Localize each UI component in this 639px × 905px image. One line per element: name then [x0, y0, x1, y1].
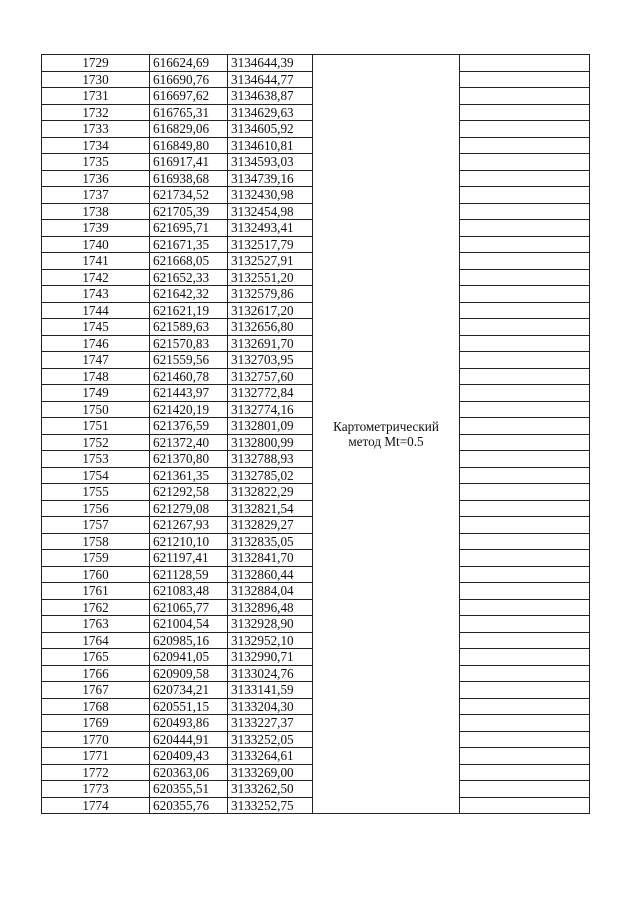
empty-cell — [460, 401, 590, 418]
y-coordinate-cell: 3132772,84 — [228, 385, 313, 402]
y-coordinate-cell: 3134739,16 — [228, 170, 313, 187]
y-coordinate-cell: 3132821,54 — [228, 500, 313, 517]
x-coordinate-cell: 621621,19 — [150, 302, 228, 319]
point-number-cell: 1731 — [42, 88, 150, 105]
empty-cell — [460, 533, 590, 550]
y-coordinate-cell: 3133024,76 — [228, 665, 313, 682]
x-coordinate-cell: 620941,05 — [150, 649, 228, 666]
y-coordinate-cell: 3132517,79 — [228, 236, 313, 253]
y-coordinate-cell: 3134605,92 — [228, 121, 313, 138]
y-coordinate-cell: 3132527,91 — [228, 253, 313, 270]
empty-cell — [460, 797, 590, 814]
x-coordinate-cell: 620355,51 — [150, 781, 228, 798]
x-coordinate-cell: 616849,80 — [150, 137, 228, 154]
empty-cell — [460, 269, 590, 286]
y-coordinate-cell: 3132841,70 — [228, 550, 313, 567]
y-coordinate-cell: 3132757,60 — [228, 368, 313, 385]
x-coordinate-cell: 621705,39 — [150, 203, 228, 220]
x-coordinate-cell: 621083,48 — [150, 583, 228, 600]
y-coordinate-cell: 3133269,00 — [228, 764, 313, 781]
x-coordinate-cell: 620409,43 — [150, 748, 228, 765]
table-row — [42, 55, 590, 72]
y-coordinate-cell: 3132579,86 — [228, 286, 313, 303]
x-coordinate-cell: 621642,32 — [150, 286, 228, 303]
point-number-cell: 1758 — [42, 533, 150, 550]
x-coordinate-cell: 621734,52 — [150, 187, 228, 204]
x-coordinate-cell: 616938,68 — [150, 170, 228, 187]
point-number-cell: 1767 — [42, 682, 150, 699]
point-number-cell: 1729 — [42, 55, 150, 72]
point-number-cell: 1730 — [42, 71, 150, 88]
empty-cell — [460, 418, 590, 435]
point-number-cell: 1749 — [42, 385, 150, 402]
empty-cell — [460, 500, 590, 517]
y-coordinate-cell: 3132617,20 — [228, 302, 313, 319]
y-coordinate-cell: 3132493,41 — [228, 220, 313, 237]
x-coordinate-cell: 616829,06 — [150, 121, 228, 138]
x-coordinate-cell: 616690,76 — [150, 71, 228, 88]
y-coordinate-cell: 3132656,80 — [228, 319, 313, 336]
x-coordinate-cell: 616917,41 — [150, 154, 228, 171]
empty-cell — [460, 484, 590, 501]
y-coordinate-cell: 3134629,63 — [228, 104, 313, 121]
point-number-cell: 1753 — [42, 451, 150, 468]
point-number-cell: 1771 — [42, 748, 150, 765]
method-label: Картометрический метод Mt=0.5 — [333, 419, 439, 449]
y-coordinate-cell: 3133252,05 — [228, 731, 313, 748]
y-coordinate-cell: 3132691,70 — [228, 335, 313, 352]
point-number-cell: 1747 — [42, 352, 150, 369]
y-coordinate-cell: 3133262,50 — [228, 781, 313, 798]
y-coordinate-cell: 3132896,48 — [228, 599, 313, 616]
point-number-cell: 1761 — [42, 583, 150, 600]
empty-cell — [460, 583, 590, 600]
x-coordinate-cell: 616765,31 — [150, 104, 228, 121]
empty-cell — [460, 319, 590, 336]
empty-cell — [460, 550, 590, 567]
y-coordinate-cell: 3134638,87 — [228, 88, 313, 105]
x-coordinate-cell: 620493,86 — [150, 715, 228, 732]
empty-cell — [460, 55, 590, 72]
x-coordinate-cell: 621589,63 — [150, 319, 228, 336]
y-coordinate-cell: 3132860,44 — [228, 566, 313, 583]
x-coordinate-cell: 620909,58 — [150, 665, 228, 682]
method-description-cell — [313, 55, 460, 814]
point-number-cell: 1759 — [42, 550, 150, 567]
point-number-cell: 1772 — [42, 764, 150, 781]
y-coordinate-cell: 3132454,98 — [228, 203, 313, 220]
point-number-cell: 1756 — [42, 500, 150, 517]
x-coordinate-cell: 621279,08 — [150, 500, 228, 517]
coordinates-table — [41, 54, 590, 814]
y-coordinate-cell: 3132800,99 — [228, 434, 313, 451]
point-number-cell: 1746 — [42, 335, 150, 352]
point-number-cell: 1733 — [42, 121, 150, 138]
point-number-cell: 1751 — [42, 418, 150, 435]
y-coordinate-cell: 3134610,81 — [228, 137, 313, 154]
empty-cell — [460, 731, 590, 748]
y-coordinate-cell: 3133204,30 — [228, 698, 313, 715]
x-coordinate-cell: 616624,69 — [150, 55, 228, 72]
point-number-cell: 1773 — [42, 781, 150, 798]
point-number-cell: 1743 — [42, 286, 150, 303]
x-coordinate-cell: 616697,62 — [150, 88, 228, 105]
point-number-cell: 1732 — [42, 104, 150, 121]
point-number-cell: 1739 — [42, 220, 150, 237]
x-coordinate-cell: 621267,93 — [150, 517, 228, 534]
empty-cell — [460, 302, 590, 319]
empty-cell — [460, 286, 590, 303]
y-coordinate-cell: 3132774,16 — [228, 401, 313, 418]
empty-cell — [460, 187, 590, 204]
x-coordinate-cell: 621292,58 — [150, 484, 228, 501]
empty-cell — [460, 467, 590, 484]
x-coordinate-cell: 621065,77 — [150, 599, 228, 616]
y-coordinate-cell: 3134593,03 — [228, 154, 313, 171]
empty-cell — [460, 517, 590, 534]
x-coordinate-cell: 621210,10 — [150, 533, 228, 550]
y-coordinate-cell: 3132430,98 — [228, 187, 313, 204]
y-coordinate-cell: 3132928,90 — [228, 616, 313, 633]
x-coordinate-cell: 621570,83 — [150, 335, 228, 352]
point-number-cell: 1735 — [42, 154, 150, 171]
empty-cell — [460, 451, 590, 468]
x-coordinate-cell: 621671,35 — [150, 236, 228, 253]
point-number-cell: 1742 — [42, 269, 150, 286]
point-number-cell: 1765 — [42, 649, 150, 666]
empty-cell — [460, 649, 590, 666]
point-number-cell: 1752 — [42, 434, 150, 451]
x-coordinate-cell: 620551,15 — [150, 698, 228, 715]
x-coordinate-cell: 620985,16 — [150, 632, 228, 649]
x-coordinate-cell: 620355,76 — [150, 797, 228, 814]
y-coordinate-cell: 3132785,02 — [228, 467, 313, 484]
y-coordinate-cell: 3132788,93 — [228, 451, 313, 468]
x-coordinate-cell: 621420,19 — [150, 401, 228, 418]
empty-cell — [460, 781, 590, 798]
y-coordinate-cell: 3132822,29 — [228, 484, 313, 501]
y-coordinate-cell: 3133227,37 — [228, 715, 313, 732]
empty-cell — [460, 566, 590, 583]
point-number-cell: 1754 — [42, 467, 150, 484]
empty-cell — [460, 616, 590, 633]
empty-cell — [460, 764, 590, 781]
empty-cell — [460, 253, 590, 270]
x-coordinate-cell: 621443,97 — [150, 385, 228, 402]
y-coordinate-cell: 3132703,95 — [228, 352, 313, 369]
x-coordinate-cell: 621372,40 — [150, 434, 228, 451]
x-coordinate-cell: 620363,06 — [150, 764, 228, 781]
empty-cell — [460, 748, 590, 765]
empty-cell — [460, 368, 590, 385]
point-number-cell: 1764 — [42, 632, 150, 649]
empty-cell — [460, 71, 590, 88]
y-coordinate-cell: 3132801,09 — [228, 418, 313, 435]
empty-cell — [460, 88, 590, 105]
y-coordinate-cell: 3134644,77 — [228, 71, 313, 88]
coordinates-table-body — [42, 55, 590, 814]
point-number-cell: 1750 — [42, 401, 150, 418]
point-number-cell: 1769 — [42, 715, 150, 732]
empty-cell — [460, 434, 590, 451]
point-number-cell: 1745 — [42, 319, 150, 336]
y-coordinate-cell: 3133141,59 — [228, 682, 313, 699]
x-coordinate-cell: 621370,80 — [150, 451, 228, 468]
point-number-cell: 1757 — [42, 517, 150, 534]
empty-cell — [460, 632, 590, 649]
point-number-cell: 1748 — [42, 368, 150, 385]
y-coordinate-cell: 3132952,10 — [228, 632, 313, 649]
empty-cell — [460, 154, 590, 171]
x-coordinate-cell: 621695,71 — [150, 220, 228, 237]
empty-cell — [460, 682, 590, 699]
x-coordinate-cell: 621128,59 — [150, 566, 228, 583]
point-number-cell: 1766 — [42, 665, 150, 682]
y-coordinate-cell: 3134644,39 — [228, 55, 313, 72]
point-number-cell: 1768 — [42, 698, 150, 715]
point-number-cell: 1755 — [42, 484, 150, 501]
empty-cell — [460, 203, 590, 220]
point-number-cell: 1770 — [42, 731, 150, 748]
y-coordinate-cell: 3132990,71 — [228, 649, 313, 666]
point-number-cell: 1734 — [42, 137, 150, 154]
y-coordinate-cell: 3133264,61 — [228, 748, 313, 765]
x-coordinate-cell: 621376,59 — [150, 418, 228, 435]
empty-cell — [460, 352, 590, 369]
empty-cell — [460, 335, 590, 352]
point-number-cell: 1740 — [42, 236, 150, 253]
empty-cell — [460, 220, 590, 237]
y-coordinate-cell: 3133252,75 — [228, 797, 313, 814]
empty-cell — [460, 121, 590, 138]
point-number-cell: 1737 — [42, 187, 150, 204]
point-number-cell: 1760 — [42, 566, 150, 583]
empty-cell — [460, 385, 590, 402]
x-coordinate-cell: 620444,91 — [150, 731, 228, 748]
x-coordinate-cell: 621004,54 — [150, 616, 228, 633]
point-number-cell: 1738 — [42, 203, 150, 220]
point-number-cell: 1736 — [42, 170, 150, 187]
x-coordinate-cell: 621559,56 — [150, 352, 228, 369]
point-number-cell: 1774 — [42, 797, 150, 814]
point-number-cell: 1762 — [42, 599, 150, 616]
y-coordinate-cell: 3132835,05 — [228, 533, 313, 550]
empty-cell — [460, 236, 590, 253]
empty-cell — [460, 104, 590, 121]
x-coordinate-cell: 621668,05 — [150, 253, 228, 270]
empty-cell — [460, 698, 590, 715]
point-number-cell: 1763 — [42, 616, 150, 633]
point-number-cell: 1741 — [42, 253, 150, 270]
point-number-cell: 1744 — [42, 302, 150, 319]
y-coordinate-cell: 3132884,04 — [228, 583, 313, 600]
x-coordinate-cell: 620734,21 — [150, 682, 228, 699]
x-coordinate-cell: 621361,35 — [150, 467, 228, 484]
empty-cell — [460, 665, 590, 682]
empty-cell — [460, 137, 590, 154]
y-coordinate-cell: 3132829,27 — [228, 517, 313, 534]
x-coordinate-cell: 621652,33 — [150, 269, 228, 286]
empty-cell — [460, 170, 590, 187]
empty-cell — [460, 599, 590, 616]
x-coordinate-cell: 621197,41 — [150, 550, 228, 567]
y-coordinate-cell: 3132551,20 — [228, 269, 313, 286]
empty-cell — [460, 715, 590, 732]
x-coordinate-cell: 621460,78 — [150, 368, 228, 385]
